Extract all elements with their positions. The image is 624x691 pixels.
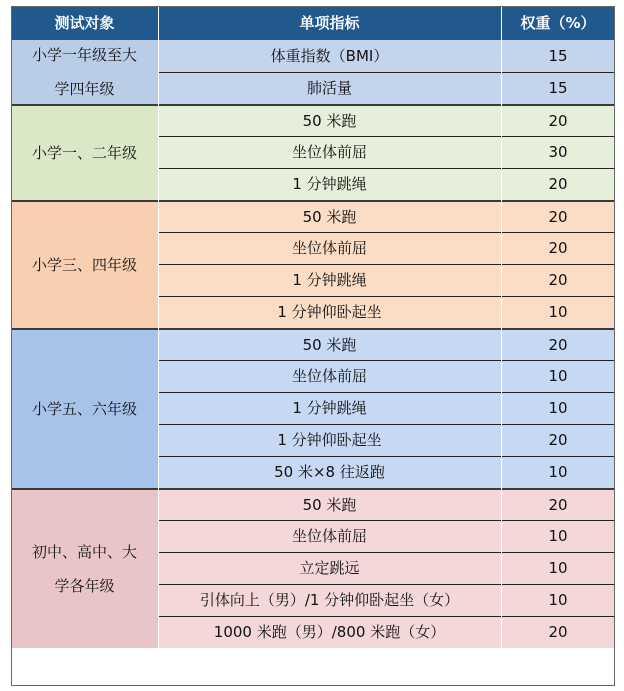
weight-cell: 20 xyxy=(501,200,615,232)
fitness-test-weight-table xyxy=(11,6,615,686)
weight-cell: 10 xyxy=(501,520,615,552)
item-cell: 1 分钟仰卧起坐 xyxy=(158,296,501,328)
item-cell: 50 米跑 xyxy=(158,488,501,520)
weight-cell: 20 xyxy=(501,168,615,200)
weight-cell: 20 xyxy=(501,264,615,296)
item-cell: 1 分钟跳绳 xyxy=(158,264,501,296)
group-label-line: 学各年级 xyxy=(54,577,115,595)
group-label-line: 小学一、二年级 xyxy=(31,144,137,162)
weight-cell: 10 xyxy=(501,360,615,392)
column-divider xyxy=(158,6,159,686)
group-label-line: 小学一年级至大 xyxy=(31,46,137,64)
column-divider xyxy=(501,6,502,686)
weight-cell: 10 xyxy=(501,392,615,424)
group-label-line: 初中、高中、大 xyxy=(31,543,137,561)
group-label-line: 学四年级 xyxy=(54,80,115,98)
weight-cell: 20 xyxy=(501,232,615,264)
item-cell: 坐位体前屈 xyxy=(158,360,501,392)
group-label-cell xyxy=(11,104,158,200)
weight-cell: 20 xyxy=(501,616,615,648)
item-cell: 坐位体前屈 xyxy=(158,232,501,264)
item-cell: 1 分钟仰卧起坐 xyxy=(158,424,501,456)
item-cell: 50 米跑 xyxy=(158,104,501,136)
weight-cell: 10 xyxy=(501,456,615,488)
weight-cell: 15 xyxy=(501,40,615,72)
item-cell: 坐位体前屈 xyxy=(158,520,501,552)
group-label-cell xyxy=(11,40,158,104)
group-label-cell xyxy=(11,488,158,648)
weight-cell: 20 xyxy=(501,424,615,456)
item-cell: 体重指数（BMI） xyxy=(158,40,501,72)
weight-cell: 20 xyxy=(501,488,615,520)
header-single-item-indicator: 单项指标 xyxy=(158,6,501,40)
weight-cell: 15 xyxy=(501,72,615,104)
item-cell: 50 米跑 xyxy=(158,328,501,360)
item-cell: 50 米跑 xyxy=(158,200,501,232)
weight-cell: 20 xyxy=(501,328,615,360)
group-label-cell xyxy=(11,328,158,488)
group-label-line: 小学三、四年级 xyxy=(31,256,137,274)
item-cell: 引体向上（男）/1 分钟仰卧起坐（女） xyxy=(158,584,501,616)
item-cell: 1 分钟跳绳 xyxy=(158,168,501,200)
weight-cell: 10 xyxy=(501,552,615,584)
item-cell: 坐位体前屈 xyxy=(158,136,501,168)
weight-cell: 20 xyxy=(501,104,615,136)
header-weight-percent: 权重（%） xyxy=(501,6,615,40)
item-cell: 1000 米跑（男）/800 米跑（女） xyxy=(158,616,501,648)
item-cell: 肺活量 xyxy=(158,72,501,104)
weight-cell: 30 xyxy=(501,136,615,168)
item-cell: 50 米×8 往返跑 xyxy=(158,456,501,488)
group-label-cell xyxy=(11,200,158,328)
item-cell: 立定跳远 xyxy=(158,552,501,584)
item-cell: 1 分钟跳绳 xyxy=(158,392,501,424)
group-label-line: 小学五、六年级 xyxy=(31,400,137,418)
weight-cell: 10 xyxy=(501,584,615,616)
weight-cell: 10 xyxy=(501,296,615,328)
header-test-subject: 测试对象 xyxy=(11,6,158,40)
